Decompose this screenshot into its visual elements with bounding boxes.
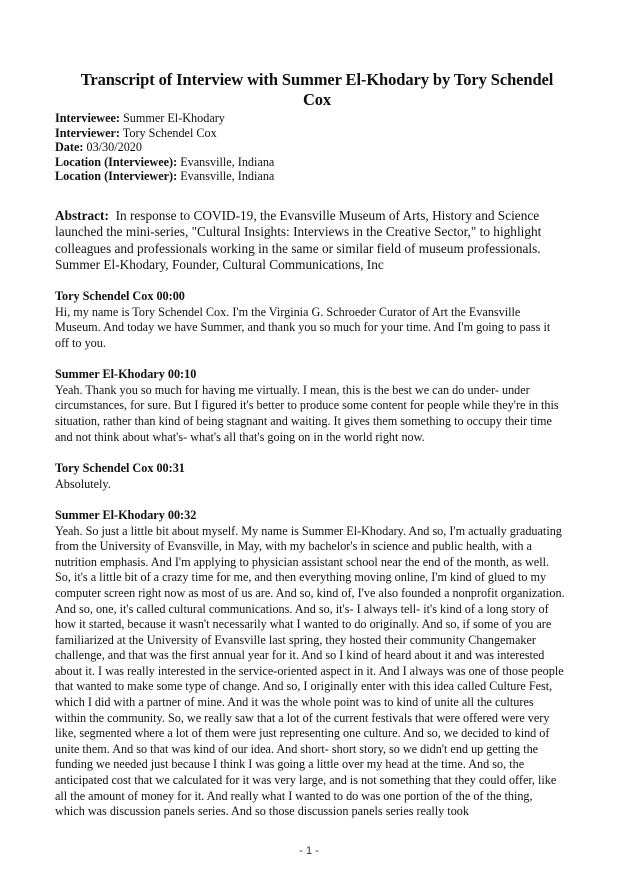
page-number: - 1 - [299, 844, 319, 857]
metadata-value: Summer El-Khodary [123, 111, 225, 125]
abstract-byline: Summer El-Khodary, Founder, Cultural Communications, Inc [55, 256, 384, 272]
metadata-label: Interviewer: [55, 125, 120, 140]
document-title: Transcript of Interview with Summer El-Khodary by Tory Schendel Cox [80, 70, 554, 109]
metadata-block [55, 111, 565, 184]
metadata-interviewer [55, 126, 565, 141]
transcript-turn [55, 508, 565, 820]
speaker-timestamp: Summer El-Khodary 00:10 [55, 367, 197, 382]
abstract-text: In response to COVID-19, the Evansville Museum of Arts, History and Science launched the mini-series, "Cultural Insights: Interviews in the Creative Sector," to highlight colleagues and professionals working in the same or similar field of museum professionals. [55, 207, 542, 256]
transcript-turn [55, 461, 565, 492]
metadata-label: Interviewee: [55, 111, 120, 125]
speaker-timestamp: Tory Schendel Cox 00:00 [55, 289, 185, 304]
metadata-value: Evansville, Indiana [180, 154, 275, 169]
metadata-interviewee [55, 111, 565, 126]
abstract-block [55, 208, 565, 273]
metadata-location-interviewer [55, 169, 565, 184]
transcript-turn [55, 367, 565, 445]
metadata-location-interviewee [55, 155, 565, 170]
utterance-text: Hi, my name is Tory Schendel Cox. I'm the Virginia G. Schroeder Curator of Art the Evansville Museum. And today we have Summer, and thank you so much for your time. And I'm going to pass it off to you. [55, 304, 551, 350]
metadata-value: Tory Schendel Cox [122, 125, 217, 140]
abstract-paragraph [55, 208, 565, 257]
metadata-label: Date: [55, 140, 84, 155]
transcript-turn [55, 289, 565, 351]
metadata-date [55, 140, 565, 155]
metadata-label: Location (Interviewee): [55, 154, 178, 169]
metadata-label: Location (Interviewer): [55, 169, 178, 184]
utterance-text: Absolutely. [55, 476, 111, 491]
utterance-text: Yeah. Thank you so much for having me virtually. I mean, this is the best we can do under- under circumstances, for sure. But I figured it's better to produce some content for people while they're in this situation, rather than kind of being stagnant and waiting. It gives them something to occupy their time and not think about what's- what's all that's going on in the world right now. [55, 382, 559, 444]
speaker-timestamp: Tory Schendel Cox 00:31 [55, 461, 185, 476]
speaker-timestamp: Summer El-Khodary 00:32 [55, 508, 197, 523]
metadata-value: Evansville, Indiana [180, 169, 275, 184]
utterance-text: Yeah. So just a little bit about myself. My name is Summer El-Khodary. And so, I'm actually graduating from the University of Evansville, in May, with my bachelor's in science and public health, with a nutrition emphasis. And I'm applying to physician assistant school near the end of the month, as well. So, it's a little bit of a crazy time for me, and then everything moving online, I'm kind of glued to my computer screen right now as most of us are. And so, kind of, I've also founded a nonprofit organization. And so, one, it's called cultural communications. And so, it's- I always tell- it's kind of a long story of how it started, because it wasn't necessarily what I wanted to do originally. And so, if some of you are familiarized at the University of Evansville last spring, they hosted their community Changemaker challenge, and that was the first annual year for it. And so I kind of heard about it and was interested about it. I was really interested in the service-oriented aspect in it. And I always was one of those people that wanted to make some type of change. And so, I originally enter with this idea called Culture Fest, which I did with a partner of mine. And it was the whole point was to kind of unite all the cultures within the community. So, we really saw that a lot of the current festivals that were offered were very like, segmented where a lot of them were just representing one culture. And so, we decided to kind of unite them. And so that was kind of our idea. And short- short story, so we didn't end up getting the funding we needed just because I think I was going a little over my head at the time. And so, the anticipated cost that we calculated for it was very large, and is not something that they could offer, like all the amount of money for it. And really what I wanted to do was one portion of the of the thing, which was discussion panels series. And so those discussion panels series really took [55, 523, 565, 819]
abstract-label: Abstract: [55, 207, 109, 223]
metadata-value: 03/30/2020 [86, 140, 142, 155]
